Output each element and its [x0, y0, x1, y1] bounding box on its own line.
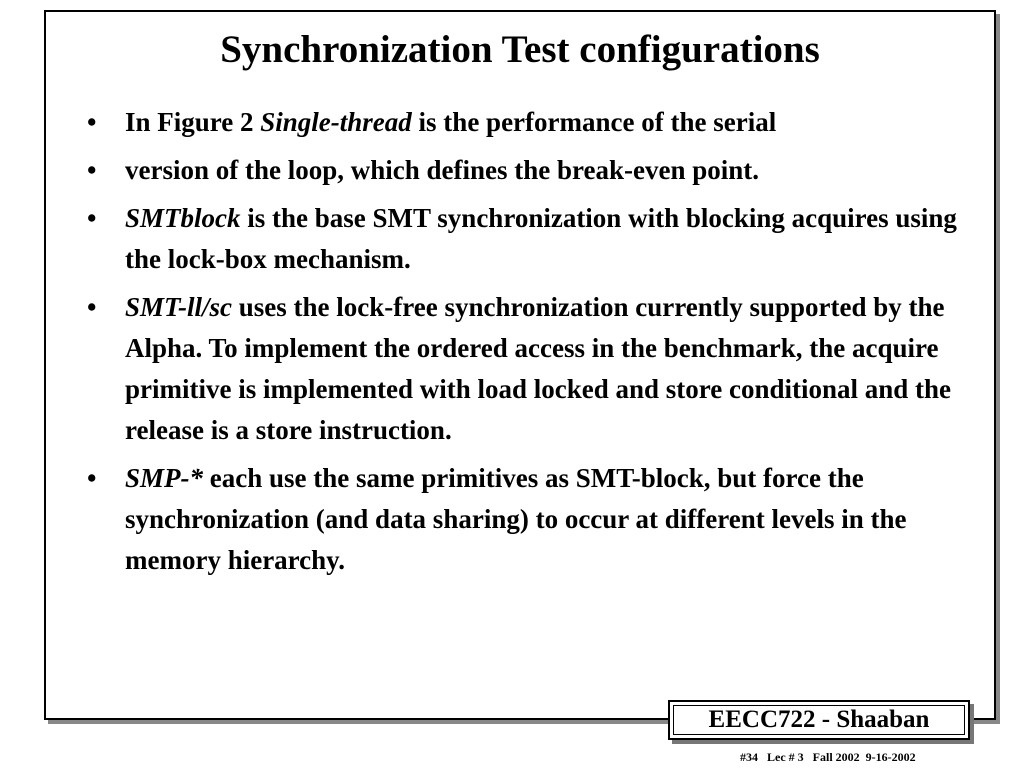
- bullet-text: each use the same primitives as SMT-block, but force the synchronization (and data sharing) to occur at different levels in the memory hierarchy.: [125, 463, 907, 575]
- bullet-list: [87, 102, 987, 588]
- bullet-item: [87, 287, 987, 451]
- bullet-marker: •: [87, 155, 97, 185]
- bullet-term: SMTblock: [125, 203, 241, 233]
- bullet-term: Single-thread: [260, 107, 412, 137]
- bullet-marker: •: [87, 292, 97, 322]
- bullet-text: version of the loop, which defines the break-even point.: [125, 155, 760, 185]
- bullet-marker: •: [87, 107, 97, 137]
- bullet-term: SMP-*: [125, 463, 204, 493]
- bullet-text: uses the lock-free synchronization currently supported by the Alpha. To implement the ordered access in the benchmark, the acquire primitive is implemented with load locked and store conditional and the release is a store instruction.: [125, 292, 952, 445]
- bullet-marker: •: [87, 463, 97, 493]
- slide-title: Synchronization Test configurations: [220, 28, 820, 71]
- bullet-item: [87, 150, 987, 191]
- footer-course-label: EECC722 - Shaaban: [668, 700, 970, 740]
- bullet-item: [87, 458, 987, 581]
- bullet-text: is the performance of the serial: [411, 107, 777, 137]
- bullet-item: [87, 198, 987, 280]
- footer-slide-info: #34 Lec # 3 Fall 2002 9-16-2002: [740, 750, 916, 764]
- bullet-item: [87, 102, 987, 143]
- bullet-marker: •: [87, 203, 97, 233]
- bullet-text: In Figure 2: [125, 107, 261, 137]
- bullet-text: is the base SMT synchronization with blocking acquires using the lock-box mechanism.: [125, 203, 957, 274]
- bullet-term: SMT-ll/sc: [125, 292, 233, 322]
